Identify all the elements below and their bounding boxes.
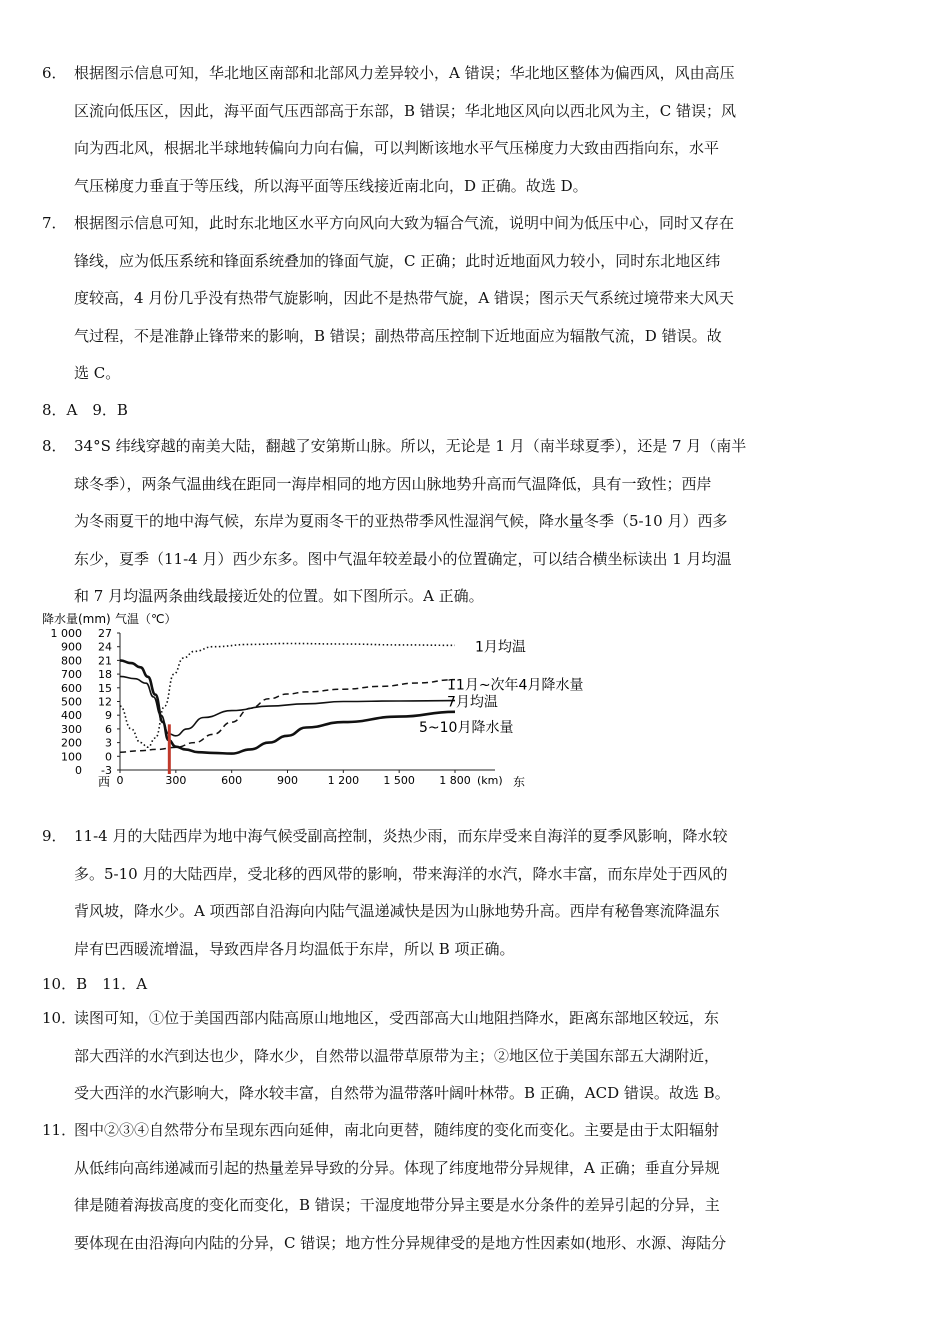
text-line: 读图可知，①位于美国西部内陆高原山地地区，受西部高大山地阻挡降水，距离东部地区较远，东: [74, 1009, 720, 1027]
precip-tick-label: 800: [61, 654, 82, 668]
temp-tick-label: 9: [105, 709, 112, 723]
temp-tick-label: 18: [98, 668, 112, 682]
x-axis-west-label: 西: [98, 775, 111, 789]
para-q6: [42, 55, 822, 205]
text-line: 背风坡，降水少。A 项西部自沿海向内陆气温递减快是因为山脉地势升高。西岸有秘鲁寒流降温东: [74, 902, 720, 920]
question-number: 11．: [42, 1121, 77, 1139]
text-line: 34°S 纬线穿越的南美大陆，翻越了安第斯山脉。所以，无论是 1 月（南半球夏季），还是 7 月（南半: [74, 437, 747, 455]
para-q10: [42, 1000, 822, 1113]
precip-tick-label: 400: [61, 709, 82, 723]
series-label-3: 5~10月降水量: [419, 719, 514, 736]
para-q7: [42, 205, 822, 393]
chart-series-labels: [419, 639, 583, 735]
x-tick-label: 1 500: [383, 774, 415, 787]
precip-tick-label: 1 000: [50, 627, 82, 640]
text-line: 根据图示信息可知，华北地区南部和北部风力差异较小，A 错误；华北地区整体为偏西风，风由高压: [74, 64, 735, 82]
answers-8-9: 8．A 9．B: [42, 401, 128, 419]
text-line: 球冬季），两条气温曲线在距同一海岸相同的地方因山脉地势升高而气温降低，具有一致性；西岸: [74, 474, 712, 493]
question-number: 8．: [42, 437, 67, 455]
text-line: 气压梯度力垂直于等压线，所以海平面等压线接近南北向，D 正确。故选 D。: [74, 176, 588, 195]
temp-tick-label: 27: [98, 627, 112, 640]
text-line: 选 C。: [74, 364, 121, 382]
text-line: 律是随着海拔高度的变化而变化，B 错误；干湿度地带分异主要是水分条件的差异引起的分异，主: [74, 1196, 720, 1214]
temp-tick-label: 21: [98, 654, 112, 668]
chart-right-axis-title: 气温（℃）: [115, 612, 177, 626]
text-line: 区流向低压区，因此，海平面气压西部高于东部，B 错误；华北地区风向以西北风为主，C 错误；风: [74, 101, 737, 120]
x-tick-label: 1 800: [439, 774, 471, 787]
text-line: 度较高，4 月份几乎没有热带气旋影响，因此不是热带气旋，A 错误；图示天气系统过境带来大风天: [74, 289, 734, 307]
text-line: 向为西北风，根据北半球地转偏向力向右偏，可以判断该地水平气压梯度力大致由西指向东，水平: [74, 139, 720, 157]
precip-tick-label: 700: [61, 668, 82, 682]
text-line: 东少，夏季（11-4 月）西少东多。图中气温年较差最小的位置确定，可以结合横坐标读出 1 月均温: [74, 549, 732, 568]
precip-tick-label: 900: [61, 640, 82, 654]
text-line: 从低纬向高纬递减而引起的热量差异导致的分异。体现了纬度地带分异规律，A 正确；垂直分异规: [74, 1158, 720, 1177]
precip-tick-label: 600: [61, 681, 82, 695]
question-number: 7．: [42, 214, 67, 232]
text-line: 岸有巴西暖流增温，导致西岸各月均温低于东岸，所以 B 项正确。: [74, 939, 515, 958]
text-line: 和 7 月均温两条曲线最接近处的位置。如下图所示。A 正确。: [74, 587, 484, 605]
chart-left-axis-title: 降水量(mm): [42, 612, 111, 626]
precip-tick-label: 300: [61, 722, 82, 736]
text-line: 根据图示信息可知，此时东北地区水平方向风向大致为辐合气流，说明中间为低压中心，同时又存在: [74, 214, 735, 232]
text-line: 为冬雨夏干的地中海气候，东岸为夏雨冬干的亚热带季风性湿润气候，降水量冬季（5-10 月）西多: [74, 512, 728, 530]
x-axis-unit: (km): [477, 774, 503, 787]
question-number: 9．: [42, 827, 67, 845]
temp-tick-label: -3: [101, 764, 112, 777]
para-q9: [42, 818, 822, 968]
question-number: 6．: [42, 64, 67, 82]
para-q11: [42, 1112, 822, 1262]
x-tick-label: 1 200: [327, 774, 360, 787]
temp-tick-label: 15: [98, 681, 112, 695]
precip-tick-label: 0: [75, 764, 82, 777]
x-tick-label: 900: [277, 774, 298, 787]
temp-tick-label: 6: [105, 722, 112, 736]
x-tick-label: 0: [116, 774, 124, 787]
series-label-0: 1月均温: [475, 639, 526, 656]
text-line: 部大西洋的水汽到达也少，降水少，自然带以温带草原带为主；②地区位于美国东部五大湖附近，: [74, 1046, 720, 1065]
text-line: 锋线，应为低压系统和锋面系统叠加的锋面气旋，C 正确；此时近地面风力较小，同时东北地区纬: [74, 251, 721, 270]
temp-tick-label: 0: [105, 750, 112, 764]
text-line: 11-4 月的大陆西岸为地中海气候受副高控制，炎热少雨，而东岸受来自海洋的夏季风影响，降水较: [74, 827, 728, 845]
climate-chart: [40, 610, 600, 795]
temp-tick-label: 12: [98, 695, 112, 709]
text-line: 受大西洋的水汽影响大，降水较丰富，自然带为温带落叶阔叶林带。B 正确，ACD 错误。故选 B。: [74, 1084, 730, 1102]
series-label-2: 7月均温: [447, 694, 498, 711]
text-line: 气过程，不是准静止锋带来的影响，B 错误；副热带高压控制下近地面应为辐散气流，D 错误。故: [74, 326, 722, 345]
x-tick-label: 600: [221, 774, 243, 787]
para-q8: [42, 428, 822, 616]
precip-tick-label: 500: [61, 695, 82, 709]
x-axis-east-label: 东: [513, 775, 526, 789]
precip-tick-label: 100: [61, 750, 82, 764]
text-line: 图中②③④自然带分布呈现东西向延伸，南北向更替，随纬度的变化而变化。主要是由于太阳辐射: [74, 1121, 720, 1139]
answers-10-11: 10．B 11．A: [42, 975, 148, 993]
question-number: 10．: [42, 1009, 77, 1027]
temp-tick-label: 24: [98, 640, 112, 654]
text-line: 要体现在由沿海向内陆的分异，C 错误；地方性分异规律受的是地方性因素如(地形、水源、海陆分: [74, 1233, 727, 1252]
chart-series-group: [120, 644, 455, 775]
text-line: 多。5-10 月的大陆西岸，受北移的西风带的影响，带来海洋的水汽，降水丰富，而东岸处于西风的: [74, 864, 728, 883]
precip-tick-label: 200: [61, 736, 82, 750]
series-label-1: 11月~次年4月降水量: [447, 677, 584, 694]
temp-tick-label: 3: [105, 736, 112, 750]
x-tick-label: 300: [165, 774, 187, 787]
